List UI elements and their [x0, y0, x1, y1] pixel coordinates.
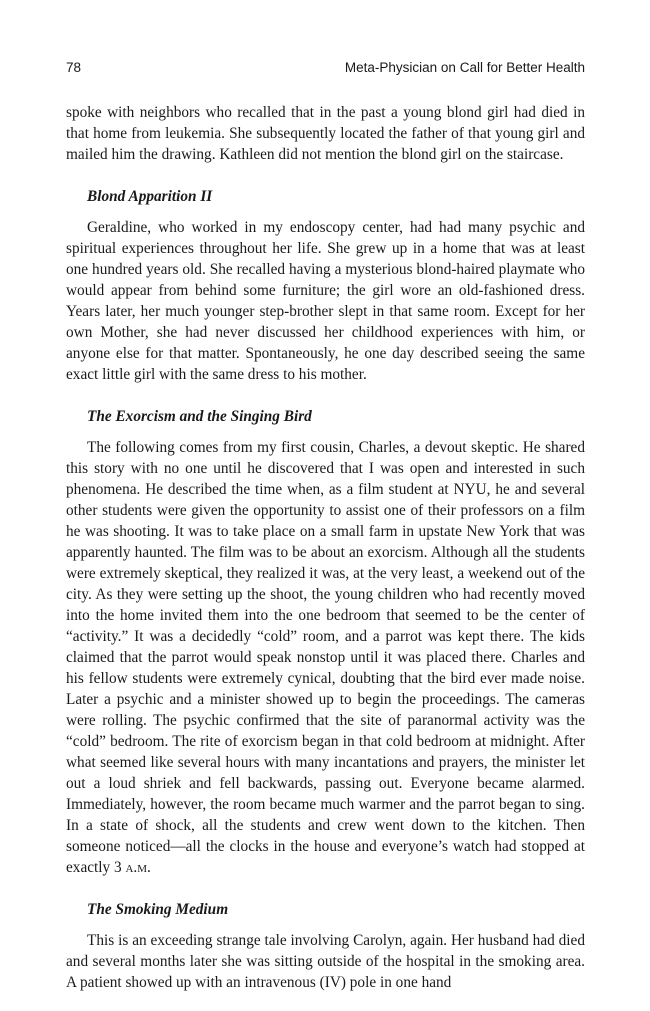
section-heading-smoking-medium: The Smoking Medium — [87, 901, 229, 918]
paragraph-exorcism — [66, 437, 585, 878]
running-title: Meta-Physician on Call for Better Health — [344, 60, 585, 75]
book-page — [66, 60, 585, 993]
section-heading-blond-apparition: Blond Apparition II — [87, 188, 213, 205]
paragraph-geraldine: Geraldine, who worked in my endoscopy center, had had many psychic and spiritual experiences throughout her life. She grew up in a home that was at least one hundred years old. She recalled having a mysterious blond-haired playmate who would appear from behind some furniture; the girl wore an old-fashioned dress. Years later, her much younger step-brother slept in that same room. Except for her own Mother, she had never discussed her childhood experiences with him, or anyone else for that matter. Spontaneously, he one day described seeing the same exact little girl with the same dress to his mother. — [66, 219, 585, 383]
paragraph-continuation: spoke with neighbors who recalled that in the past a young blond girl had died in that home from leukemia. She subsequently located the father of that young girl and mailed him the drawing. Kathleen did not mention the blond girl on the staircase. — [66, 104, 585, 163]
section-heading-exorcism: The Exorcism and the Singing Bird — [87, 408, 312, 425]
paragraph-exorcism-text: The following comes from my first cousin, Charles, a devout skeptic. He shared this story with no one until he discovered that I was open and interested in such phenomena. He described the time when, as a film student at NYU, he and several other students were given the opportunity to assist one of their professors on a film he was shooting. It was to take place on a small farm in upstate New York that was apparently haunted. The film was to be about an exorcism. Although all the students were extremely skeptical, they realized it was, at the very least, a weekend out of the city. As they were setting up the shoot, the young children who had recently moved into the home invited them into the one bedroom that seemed to be the center of “activity.” It was a decidedly “cold” room, and a parrot was kept there. The kids claimed that the parrot would speak nonstop until it was placed there. Charles and his fellow students were extremely cynical, doubting that the bird ever made noise. Later a psychic and a minister showed up to begin the proceedings. The cameras were rolling. The psychic confirmed that the site of paranormal activity was the “cold” bedroom. The rite of exorcism began in that cold bedroom at midnight. After what seemed like several hours with many incantations and prayers, the minister let out a loud shriek and fell backwards, passing out. Everyone became alarmed. Immediately, however, the room became much warmer and the parrot began to sing. In a state of shock, all the students and crew went down to the kitchen. Then someone noticed—all the clocks in the house and everyone’s watch had stopped at exactly 3 — [66, 439, 585, 876]
time-am: a.m. — [125, 859, 151, 876]
paragraph-smoking-medium: This is an exceeding strange tale involving Carolyn, again. Her husband had died and several months later she was sitting outside of the hospital in the smoking area. A patient showed up with an intravenous (IV) pole in one hand — [66, 932, 585, 991]
running-header — [66, 60, 585, 80]
page-number: 78 — [66, 60, 82, 75]
